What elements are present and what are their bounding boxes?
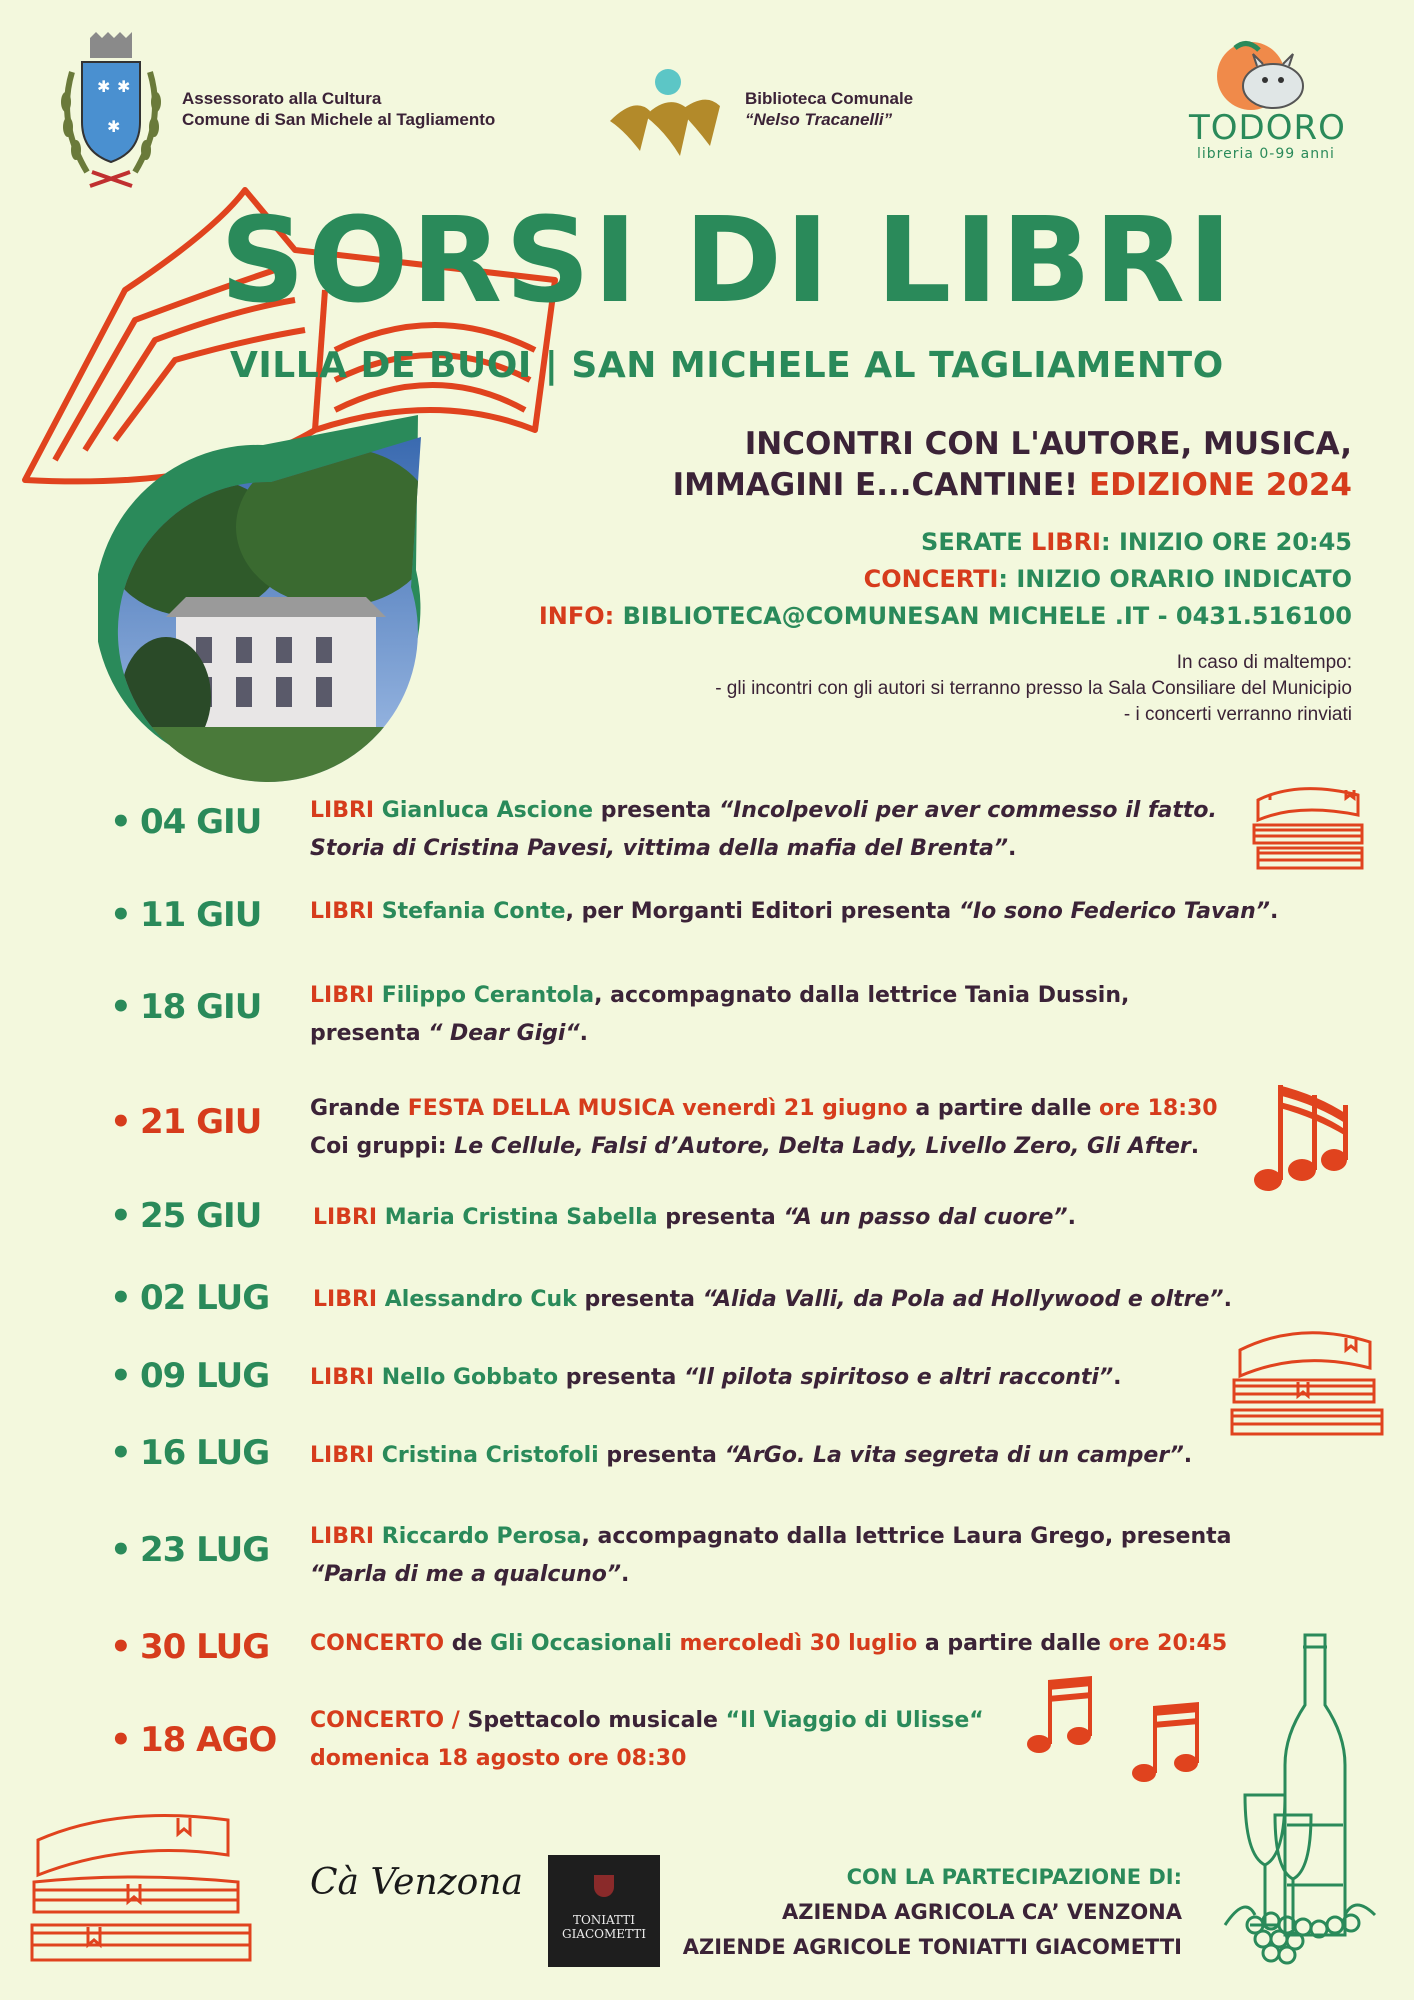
assessorato-label xyxy=(182,88,495,130)
event-end: . xyxy=(1113,1365,1122,1390)
event-tag: LIBRI xyxy=(313,1205,378,1230)
event-book-title: “ Dear Gigi“ xyxy=(428,1021,580,1046)
crest-icon xyxy=(594,1875,614,1897)
biblioteca-line2: “Nelso Tracanelli” xyxy=(745,110,893,129)
toniatti-logo-line1: TONIATTI xyxy=(572,1913,636,1927)
event-tag: CONCERTO xyxy=(310,1708,445,1733)
event-description xyxy=(310,1437,1192,1475)
event-connector: presenta xyxy=(558,1365,685,1390)
intro-line1: INCONTRI CON L'AUTORE, MUSICA, xyxy=(744,426,1352,462)
concerti-label: CONCERTI xyxy=(863,565,999,593)
event-description xyxy=(310,1625,1227,1663)
wine-bottle-glasses-icon xyxy=(1215,1625,1395,1975)
event-connector: Spettacolo musicale xyxy=(467,1708,726,1733)
todoro-logo xyxy=(1185,38,1355,168)
event-date: • 16 LUG xyxy=(110,1433,270,1473)
event-book-title: “Incolpevoli per aver commesso il fatto. xyxy=(718,798,1217,823)
event-date-text: 21 GIU xyxy=(140,1102,262,1142)
event-tag: LIBRI xyxy=(313,1287,378,1312)
event-connector: a partire dalle xyxy=(917,1631,1109,1656)
villa-photo xyxy=(98,412,428,782)
event-end: . xyxy=(579,1021,588,1046)
svg-text:✱: ✱ xyxy=(97,77,111,96)
info-contact: BIBLIOTECA@COMUNESAN MICHELE .IT - 0431.516100 xyxy=(614,602,1352,630)
event-date: • 02 LUG xyxy=(110,1278,270,1318)
event-book-title: “A un passo dal cuore” xyxy=(783,1205,1068,1230)
event-description xyxy=(310,1702,984,1778)
intro-line2 xyxy=(673,465,1352,506)
event-date-text: 09 LUG xyxy=(140,1356,270,1396)
event-date: • 21 GIU xyxy=(110,1102,262,1142)
assessorato-line1: Assessorato alla Cultura xyxy=(182,89,382,108)
music-groups: Le Cellule, Falsi d’Autore, Delta Lady, Livello Zero, Gli After xyxy=(454,1134,1191,1159)
ca-venzona-logo xyxy=(310,1862,523,1932)
event-end: . xyxy=(1067,1205,1076,1230)
biblioteca-label xyxy=(745,88,913,130)
event-date: • 30 LUG xyxy=(110,1627,270,1667)
serate-libri: LIBRI xyxy=(1031,528,1101,556)
book-stack-icon xyxy=(1228,1322,1388,1442)
event-date: • 18 GIU xyxy=(110,987,262,1027)
event-date: • 18 AGO xyxy=(110,1720,277,1760)
ca-venzona-logo-text: Cà Venzona xyxy=(310,1862,523,1903)
event-book-title-cont: Storia di Cristina Pavesi, vittima della mafia del Brenta” xyxy=(310,836,1008,861)
event-author: Filippo Cerantola xyxy=(381,983,595,1008)
info-label: INFO: xyxy=(538,602,615,630)
event-date-text: 23 LUG xyxy=(140,1530,270,1570)
event-connector: presenta xyxy=(657,1205,784,1230)
event-date-text: 02 LUG xyxy=(140,1278,270,1318)
event-end: . xyxy=(1007,836,1017,861)
event-book-title: “Alida Valli, da Pola ad Hollywood e oltre” xyxy=(702,1287,1224,1312)
event-subtitle: VILLA DE BUOI | SAN MICHELE AL TAGLIAMENTO xyxy=(230,345,1224,386)
event-date: • 09 LUG xyxy=(110,1356,270,1396)
event-connector: , accompagnato dalla lettrice Laura Grego, presenta xyxy=(581,1524,1232,1549)
event-end: . xyxy=(621,1562,630,1587)
event-description xyxy=(313,1199,1076,1237)
event-date-text: 18 GIU xyxy=(140,987,262,1027)
event-end: . xyxy=(1190,1134,1200,1159)
event-book-title: “Parla di me a qualcuno” xyxy=(310,1562,622,1587)
svg-text:✱: ✱ xyxy=(117,77,131,96)
biblioteca-line1: Biblioteca Comunale xyxy=(745,89,914,108)
book-stack-icon xyxy=(28,1800,258,1970)
weather-note-line1: In caso di maltempo: xyxy=(1176,652,1352,673)
event-date: • 23 LUG xyxy=(110,1530,270,1570)
concerti-rest: : INIZIO ORARIO INDICATO xyxy=(998,565,1352,593)
event-date: • 25 GIU xyxy=(110,1196,262,1236)
event-description xyxy=(310,1090,1218,1166)
schedule-info xyxy=(539,524,1352,635)
festa-musica-label: FESTA DELLA MUSICA venerdì 21 giugno xyxy=(407,1096,908,1121)
serate-prefix: SERATE xyxy=(921,528,1023,556)
event-connector: presenta xyxy=(598,1443,725,1468)
event-connector: presenta xyxy=(576,1287,703,1312)
event-date: • 11 GIU xyxy=(110,895,262,935)
event-author: Alessandro Cuk xyxy=(384,1287,577,1312)
event-day: mercoledì 30 luglio xyxy=(671,1631,918,1656)
comune-coat-of-arms-icon xyxy=(52,32,170,192)
intro-line2-text: IMMAGINI E...CANTINE! xyxy=(672,467,1079,503)
event-description xyxy=(313,1281,1232,1319)
event-end: . xyxy=(1183,1443,1193,1468)
event-description xyxy=(310,893,1278,931)
event-connector: de xyxy=(444,1631,491,1656)
event-connector: , per Morganti Editori presenta xyxy=(565,899,959,924)
sponsors-heading: CON LA PARTECIPAZIONE DI: xyxy=(846,1865,1182,1889)
event-author: Stefania Conte xyxy=(381,899,566,924)
serate-line xyxy=(539,524,1352,561)
music-note-icon xyxy=(1130,1698,1205,1786)
event-connector: presenta xyxy=(310,1021,429,1046)
event-tag: LIBRI xyxy=(310,983,375,1008)
sponsor-toniatti-giacometti: AZIENDE AGRICOLE TONIATTI GIACOMETTI xyxy=(682,1935,1182,1959)
event-end: . xyxy=(1223,1287,1232,1312)
event-show-title: “Il Viaggio di Ulisse“ xyxy=(725,1708,984,1733)
event-connector: a partire dalle xyxy=(907,1096,1100,1121)
event-description xyxy=(310,977,1129,1053)
event-author: Gianluca Ascione xyxy=(381,798,594,823)
event-date-text: 11 GIU xyxy=(140,895,262,935)
event-date-text: 04 GIU xyxy=(140,802,262,842)
event-tag: LIBRI xyxy=(310,1524,375,1549)
weather-note-line3: - i concerti verranno rinviati xyxy=(1123,704,1352,725)
sponsors-block xyxy=(683,1860,1182,1965)
event-separator: / xyxy=(444,1708,468,1733)
svg-text:✱: ✱ xyxy=(107,117,121,136)
event-connector: Coi gruppi: xyxy=(310,1134,455,1159)
event-tag: CONCERTO xyxy=(310,1631,445,1656)
event-tag: LIBRI xyxy=(310,1365,375,1390)
event-connector: Grande xyxy=(310,1096,408,1121)
event-performer: Gli Occasionali xyxy=(490,1631,672,1656)
weather-note xyxy=(715,650,1352,728)
event-connector: presenta xyxy=(593,798,719,823)
book-stack-icon xyxy=(1250,780,1370,875)
event-description xyxy=(310,792,1217,868)
event-date: • 04 GIU xyxy=(110,802,262,842)
event-author: Maria Cristina Sabella xyxy=(384,1205,658,1230)
event-date-text: 16 LUG xyxy=(140,1433,270,1473)
event-time: ore 18:30 xyxy=(1099,1096,1218,1121)
event-day-time: domenica 18 agosto ore 08:30 xyxy=(310,1746,687,1771)
event-book-title: “Il pilota spiritoso e altri racconti” xyxy=(684,1365,1114,1390)
serate-rest: : INIZIO ORE 20:45 xyxy=(1100,528,1352,556)
event-time: ore 20:45 xyxy=(1108,1631,1228,1656)
event-end: . xyxy=(1269,899,1279,924)
intro-block xyxy=(673,424,1352,506)
toniatti-logo-line2: GIACOMETTI xyxy=(561,1927,647,1941)
event-author: Cristina Cristofoli xyxy=(381,1443,599,1468)
music-note-icon xyxy=(1250,1080,1350,1195)
event-book-title: “ArGo. La vita segreta di un camper” xyxy=(724,1443,1184,1468)
todoro-creature-icon xyxy=(1185,38,1355,118)
biblioteca-logo-icon xyxy=(605,66,725,156)
concerti-line xyxy=(539,561,1352,598)
event-author: Nello Gobbato xyxy=(381,1365,559,1390)
event-description xyxy=(310,1359,1121,1397)
todoro-tagline: libreria 0-99 anni xyxy=(1197,146,1335,162)
event-tag: LIBRI xyxy=(310,899,375,924)
event-tag: LIBRI xyxy=(310,798,375,823)
edition-label: EDIZIONE 2024 xyxy=(1088,467,1352,503)
todoro-name: TODORO xyxy=(1189,108,1346,148)
event-tag: LIBRI xyxy=(310,1443,375,1468)
event-title: SORSI DI LIBRI xyxy=(220,191,1235,329)
event-date-text: 18 AGO xyxy=(140,1720,277,1760)
music-note-icon xyxy=(1025,1672,1095,1757)
sponsor-ca-venzona: AZIENDA AGRICOLA CA’ VENZONA xyxy=(782,1900,1182,1924)
toniatti-giacometti-logo xyxy=(548,1855,660,1967)
info-line xyxy=(539,598,1352,635)
event-connector: , accompagnato dalla lettrice Tania Dussin, xyxy=(594,983,1130,1008)
weather-note-line2: - gli incontri con gli autori si terranno presso la Sala Consiliare del Municipio xyxy=(715,678,1352,699)
event-date-text: 30 LUG xyxy=(140,1627,270,1667)
event-author: Riccardo Perosa xyxy=(381,1524,582,1549)
event-date-text: 25 GIU xyxy=(140,1196,262,1236)
event-book-title: “Io sono Federico Tavan” xyxy=(958,899,1270,924)
event-description xyxy=(310,1518,1231,1594)
assessorato-line2: Comune di San Michele al Tagliamento xyxy=(182,110,496,129)
